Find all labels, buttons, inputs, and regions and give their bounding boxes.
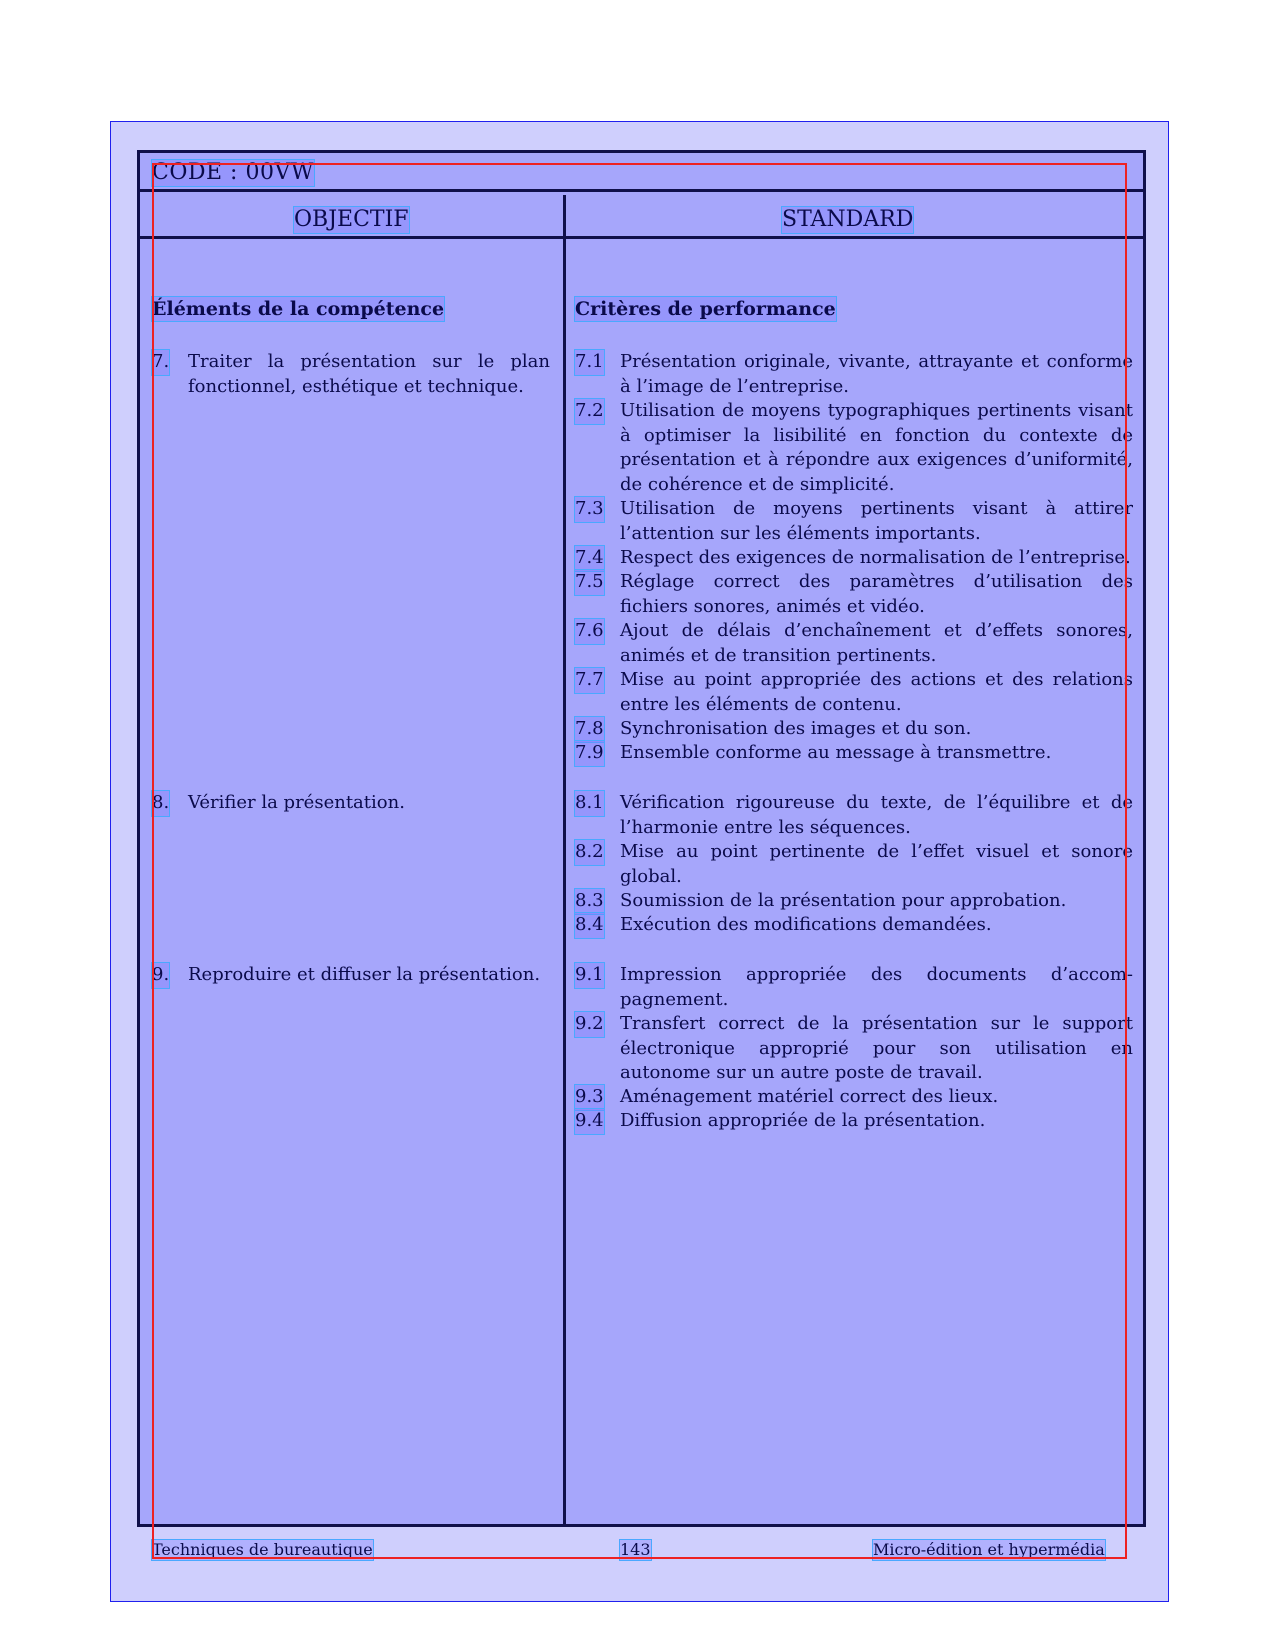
criterion-number: 7.7: [575, 668, 604, 693]
criterion-number: 9.4: [575, 1109, 604, 1134]
footer-program-name: Techniques de bureautique: [152, 1540, 373, 1559]
criterion-text: Aménagement matériel correct des lieux.: [620, 1086, 999, 1107]
criterion-number: 8.2: [575, 840, 604, 865]
criterion-number: 8.1: [575, 791, 604, 816]
performance-criterion: [575, 963, 1133, 1012]
element-number: 8.: [152, 791, 169, 816]
footer-page-number: 143: [620, 1540, 651, 1559]
header-divider-top: [140, 189, 1143, 192]
competency-element: [152, 350, 550, 399]
column-header-standard: STANDARD: [782, 207, 914, 232]
program-code: CODE : 00VW: [152, 160, 314, 185]
element-number: 7.: [152, 350, 169, 375]
criterion-number: 7.6: [575, 619, 604, 644]
criterion-number: 7.5: [575, 570, 604, 595]
performance-criterion: [575, 399, 1133, 497]
performance-criterion: [575, 1012, 1133, 1086]
criterion-text: Ensemble conforme au message à transmettre.: [620, 742, 1052, 763]
criterion-number: 9.3: [575, 1085, 604, 1110]
criterion-text: Présentation originale, vivante, attrayante et conforme à l’image de l’entreprise.: [620, 351, 1133, 397]
performance-criterion: [575, 1085, 1133, 1110]
footer-specialization: Micro-édition et hypermédia: [873, 1540, 1105, 1559]
element-text: Reproduire et diffuser la présentation.: [188, 964, 541, 985]
criterion-number: 8.3: [575, 889, 604, 914]
column-divider: [563, 195, 566, 1524]
criterion-text: Synchronisation des images et du son.: [620, 718, 972, 739]
performance-criterion: [575, 1109, 1133, 1134]
performance-criterion: [575, 570, 1133, 619]
performance-criterion: [575, 889, 1133, 914]
criterion-text: Réglage correct des paramètres d’utilisation des fichiers sonores, animés et vidéo.: [620, 571, 1133, 617]
criterion-text: Exécution des modifications demandées.: [620, 914, 992, 935]
performance-criterion: [575, 791, 1133, 840]
performance-criterion: [575, 497, 1133, 546]
performance-criterion: [575, 668, 1133, 717]
performance-criteria-heading: Critères de performance: [575, 298, 836, 320]
criterion-text: Mise au point pertinente de l’effet visuel et sonore global.: [620, 841, 1133, 887]
element-text: Vérifier la présentation.: [188, 792, 405, 813]
competency-element: [152, 791, 550, 816]
criterion-number: 7.3: [575, 497, 604, 522]
criterion-number: 8.4: [575, 913, 604, 938]
criterion-text: Mise au point appropriée des actions et des relations entre les éléments de contenu.: [620, 669, 1133, 715]
criterion-number: 7.9: [575, 741, 604, 766]
criterion-number: 7.4: [575, 546, 604, 571]
criterion-text: Vérification rigoureuse du texte, de l’équilibre et de l’harmonie entre les séquences.: [620, 792, 1133, 838]
criterion-text: Soumission de la présentation pour approbation.: [620, 890, 1067, 911]
criterion-number: 9.1: [575, 963, 604, 988]
performance-criterion: [575, 741, 1133, 766]
criterion-text: Utilisation de moyens pertinents visant à attirer l’attention sur les éléments importants.: [620, 498, 1133, 544]
column-header-objective: OBJECTIF: [294, 207, 409, 232]
criterion-text: Diffusion appropriée de la présentation.: [620, 1110, 986, 1131]
competency-elements-heading: Éléments de la compétence: [152, 298, 445, 320]
performance-criterion: [575, 913, 1133, 938]
performance-criterion: [575, 350, 1133, 399]
criterion-number: 7.1: [575, 350, 604, 375]
element-number: 9.: [152, 963, 169, 988]
criterion-number: 7.2: [575, 399, 604, 424]
criterion-text: Transfert correct de la présentation sur le support électronique approprié pour son utilisation en autonome sur un autre poste de travail.: [620, 1013, 1133, 1083]
criterion-text: Respect des exigences de normalisation de l’entreprise.: [620, 547, 1131, 568]
criterion-text: Ajout de délais d’enchaînement et d’effets sonores, animés et de transition pertinents.: [620, 620, 1133, 666]
competency-element: [152, 963, 550, 988]
criterion-number: 7.8: [575, 717, 604, 742]
performance-criterion: [575, 546, 1133, 571]
criterion-text: Utilisation de moyens typographiques pertinents visant à optimiser la lisibilité en fonction du contexte de présentation et à répondre aux exigences d’uniformité, de cohérence et de simplicité.: [620, 400, 1133, 495]
performance-criterion: [575, 840, 1133, 889]
performance-criterion: [575, 619, 1133, 668]
element-text: Traiter la présentation sur le plan fonctionnel, esthétique et technique.: [188, 351, 550, 397]
performance-criterion: [575, 717, 1133, 742]
criterion-number: 9.2: [575, 1012, 604, 1037]
header-divider-bottom: [140, 236, 1143, 239]
criterion-text: Impression appropriée des documents d’accom-pagnement.: [620, 964, 1133, 1010]
